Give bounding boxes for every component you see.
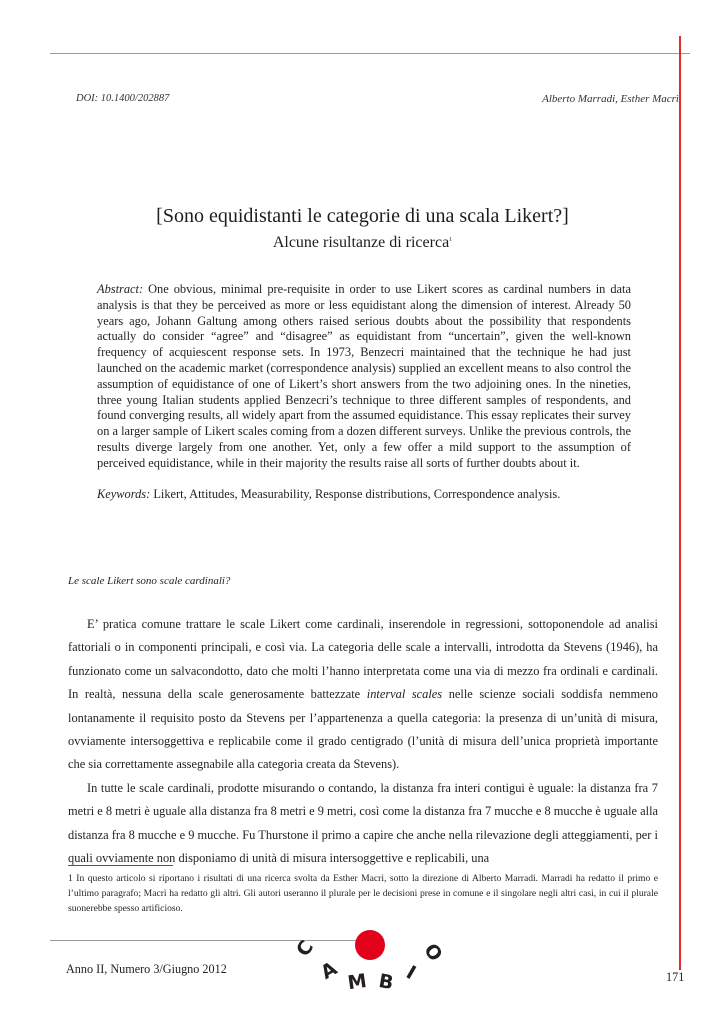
logo-red-dot	[355, 930, 385, 960]
paragraph-2: In tutte le scale cardinali, prodotte misurando o contando, la distanza fra interi contigui è uguale: la distanza fra 7 metri e 8 metri è uguale alla distanza fra 8 metri e 9 metri, così come la distanza fra 7 mucche e 8 mucche è uguale alla distanza fra 8 mucche e 9 mucche. Fu Thurstone il primo a capire che anche nella rilevazione degli atteggiamenti, per i quali ovviamente non disponiamo di unità di misura intersoggettive e replicabili, una	[68, 780, 659, 866]
top-rule	[50, 53, 690, 54]
keywords	[97, 487, 631, 502]
footnote-marker: 1	[449, 237, 453, 243]
page-number: 171	[666, 970, 685, 984]
p1-after: nelle scienze sociali soddisfa nemmeno lontanamente il requisito posto da Stevens per l’appartenenza a quella categoria: la presenza di un’unità di misura, ovviamente intersoggettiva e replicabile come il grado centigrado (l’unità di misura dell’unica proprietà importante che sia correttamente assegnabile alla categoria creata da Stevens).	[68, 687, 658, 772]
margin-red-rule	[679, 36, 681, 970]
doi-text: DOI: 10.1400/202887	[76, 93, 170, 104]
keywords-label: Keywords:	[97, 487, 151, 501]
abstract	[97, 282, 631, 472]
issue-info: Anno II, Numero 3/Giugno 2012	[66, 962, 227, 976]
article-title: [Sono equidistanti le categorie di una scala Likert?]	[156, 205, 569, 227]
paragraph-1	[68, 613, 658, 777]
authors-text: Alberto Marradi, Esther Macrì	[542, 93, 679, 105]
footnote-rule	[68, 865, 173, 866]
abstract-label: Abstract:	[97, 282, 144, 296]
section-heading: Le scale Likert sono scale cardinali?	[68, 575, 231, 587]
p1-before: E’ pratica comune trattare le scale Likert come cardinali, inserendole in regressioni, sottoponendole ad analisi fattoriali o in componenti principali, e così via. La categoria delle scale a intervalli, introdotta da Stevens (1946), ha funzionato come un salvacondotto, dato che molti l’hanno interpretata come una via di mezzo fra ordinali e cardinali. In realtà, nessuna della scale generosamente battezzate	[68, 617, 658, 702]
subtitle-text: Alcune risultanze di ricerca	[272, 234, 450, 251]
p1-emphasis: interval scales	[366, 687, 443, 702]
logo-letter: O	[419, 939, 447, 966]
footnote: 1 In questo articolo si riportano i risultati di una ricerca svolta da Esther Macrì, sotto la direzione di Alberto Marradi. Marradi ha redatto il primo e l’ultimo paragrafo; Macrì ha redatto gli altri. Gli autori useranno il plurale per le decisioni prese in comune e il singolare negli altri casi, in cui il plurale suonerebbe spesso artificioso.	[68, 873, 658, 915]
logo-letter: I	[402, 961, 420, 985]
logo-letter: M	[346, 969, 369, 995]
keywords-text: Likert, Attitudes, Measurability, Response distributions, Correspondence analysis.	[153, 487, 561, 501]
logo-letter: A	[317, 957, 341, 985]
logo-letter: B	[376, 970, 396, 995]
cambio-logo	[290, 922, 460, 1002]
abstract-text: One obvious, minimal pre-requisite in order to use Likert scores as cardinal numbers in data analysis is that they be perceived as more or less equidistant along the dimension of interest. Already 50 years ago, Johann Galtung among others raised serious doubts about the possibility that respondents actually do consider “agree” and “disagree” as equidistant from “uncertain”, given the well-known frequency of acquiescent response sets. In 1973, Benzecri maintained that the technique he had just launched on the academic market (correspondence analysis) supplied an excellent means to also control the assumption of equidistance of one of Likert’s short answers from the two adjoining ones. In the nineties, three young Italian students applied Benzecri’s technique to three different samples of respondents, and found converging results, all widely apart from the assumed equidistance. This essay replicates their survey on a larger sample of Likert scales coming from a dozen different surveys. Unlike the previous controls, the results diverge largely from one another. Yet, only a few offer a mild support to the assumption of perceived equidistance, while in their majority the results raise all sorts of further doubts about it.	[97, 282, 631, 470]
body-text	[68, 613, 658, 870]
article-subtitle	[0, 234, 725, 252]
logo-letter: C	[292, 936, 319, 961]
